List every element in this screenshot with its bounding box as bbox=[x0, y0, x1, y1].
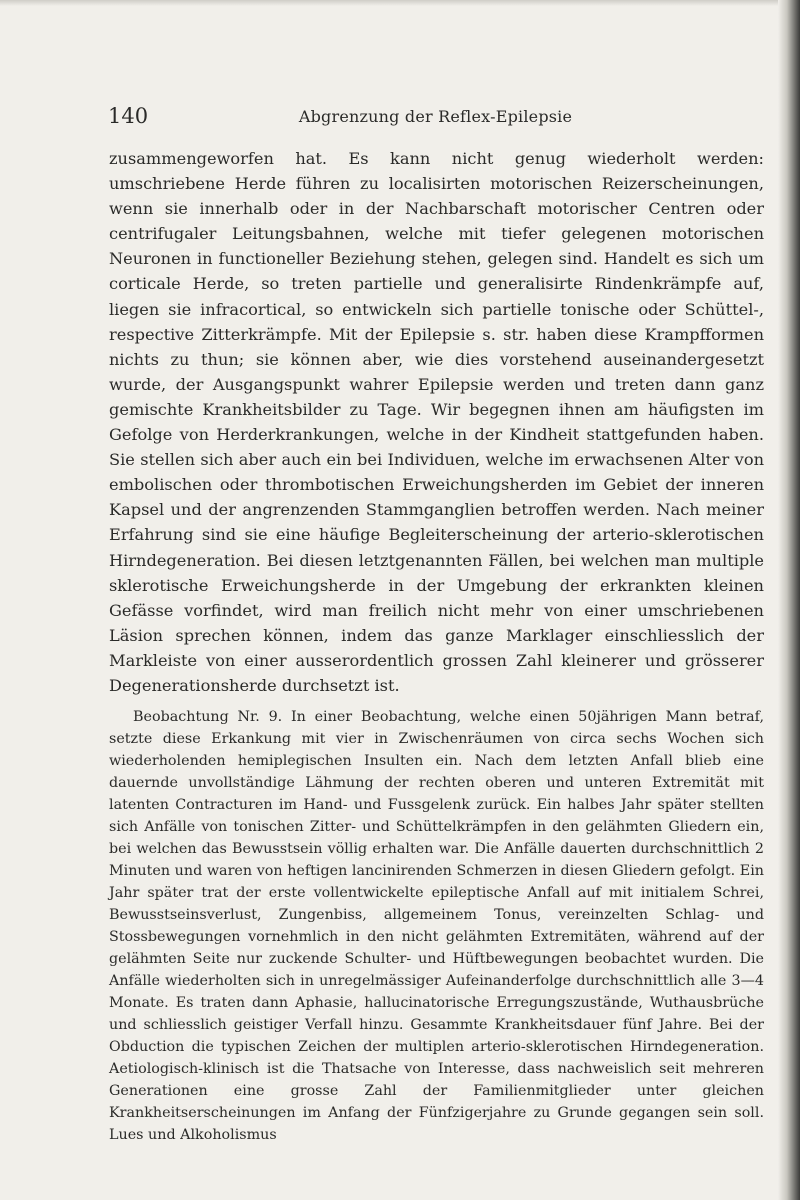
main-paragraph: zusammengeworfen hat. Es kann nicht genug wiederholt werden: umschriebene Herde führen zu localisirten motorischen Reizerscheinungen, wenn sie innerhalb oder in der Nachbarschaft motorischer Centren oder centrifugaler Leitungsbahnen, welche mit tiefer gelegenen motorischen Neuronen in functioneller Beziehung stehen, gelegen sind. Handelt es sich um corticale Herde, so treten partielle und generalisirte Rindenkrämpfe auf, liegen sie infracortical, so entwickeln sich partielle tonische oder Schüttel-, respective Zitterkrämpfe. Mit der Epilepsie s. str. haben diese Krampfformen nichts zu thun; sie können aber, wie dies vorstehend auseinandergesetzt wurde, der Ausgangspunkt wahrer Epilepsie werden und treten dann ganz gemischte Krankheitsbilder zu Tage. Wir begegnen ihnen am häufigsten im Gefolge von Herderkrankungen, welche in der Kindheit stattgefunden haben. Sie stellen sich aber auch ein bei Individuen, welche im erwachsenen Alter von embolischen oder thrombotischen Erweichungsherden im Gebiet der inneren Kapsel und der angrenzenden Stammganglien betroffen werden. Nach meiner Erfahrung sind sie eine häufige Begleiterscheinung der arterio-sklerotischen Hirndegeneration. Bei diesen letztgenannten Fällen, bei welchen man multiple sklerotische Erweichungsherde in der Umgebung der erkrankten kleinen Gefässe vorfindet, wird man freilich nicht mehr von einer umschriebenen Läsion sprechen können, indem das ganze Marklager einschliesslich der Markleiste von einer ausserordentlich grossen Zahl kleinerer und grösserer Degenerationsherde durchsetzt ist. bbox=[109, 149, 764, 695]
page-number: 140 bbox=[108, 104, 149, 128]
page-binding-shadow bbox=[778, 0, 800, 1200]
main-text-block bbox=[109, 146, 764, 698]
observation-block bbox=[109, 706, 764, 1146]
page-header bbox=[108, 104, 763, 128]
observation-paragraph: Beobachtung Nr. 9. In einer Beobachtung, welche einen 50jährigen Mann betraf, setzte diese Erkankung mit vier in Zwischenräumen von circa sechs Wochen sich wiederholenden hemiplegischen Insulten ein. Nach dem letzten Anfall blieb eine dauernde unvollständige Lähmung der rechten oberen und unteren Extremität mit latenten Contracturen im Hand- und Fussgelenk zurück. Ein halbes Jahr später stellten sich Anfälle von tonischen Zitter- und Schüttelkrämpfen in den gelähmten Gliedern ein, bei welchen das Bewusstsein völlig erhalten war. Die Anfälle dauerten durchschnittlich 2 Minuten und waren von heftigen lancinirenden Schmerzen in diesen Gliedern gefolgt. Ein Jahr später trat der erste vollentwickelte epileptische Anfall auf mit initialem Schrei, Bewusstseinsverlust, Zungenbiss, allgemeinem Tonus, vereinzelten Schlag- und Stossbewegungen vornehmlich in den nicht gelähmten Extremitäten, während auf der gelähmten Seite nur zuckende Schulter- und Hüftbewegungen beobachtet wurden. Die Anfälle wiederholten sich in unregelmässiger Aufeinanderfolge durchschnittlich alle 3—4 Monate. Es traten dann Aphasie, hallucinatorische Erregungszustände, Wuthausbrüche und schliesslich geistiger Verfall hinzu. Gesammte Krankheitsdauer fünf Jahre. Bei der Obduction die typischen Zeichen der multiplen arterio-sklerotischen Hirndegeneration. Aetiologisch-klinisch ist die Thatsache von Interesse, dass nachweislich seit mehreren Generationen eine grosse Zahl der Familienmitglieder unter gleichen Krankheitserscheinungen im Anfang der Fünfzigerjahre zu Grunde gegangen sein soll. Lues und Alkoholismus bbox=[109, 709, 764, 1144]
page-body bbox=[109, 146, 764, 1146]
running-title: Abgrenzung der Reflex-Epilepsie bbox=[298, 107, 573, 126]
page-top-edge bbox=[0, 0, 800, 6]
